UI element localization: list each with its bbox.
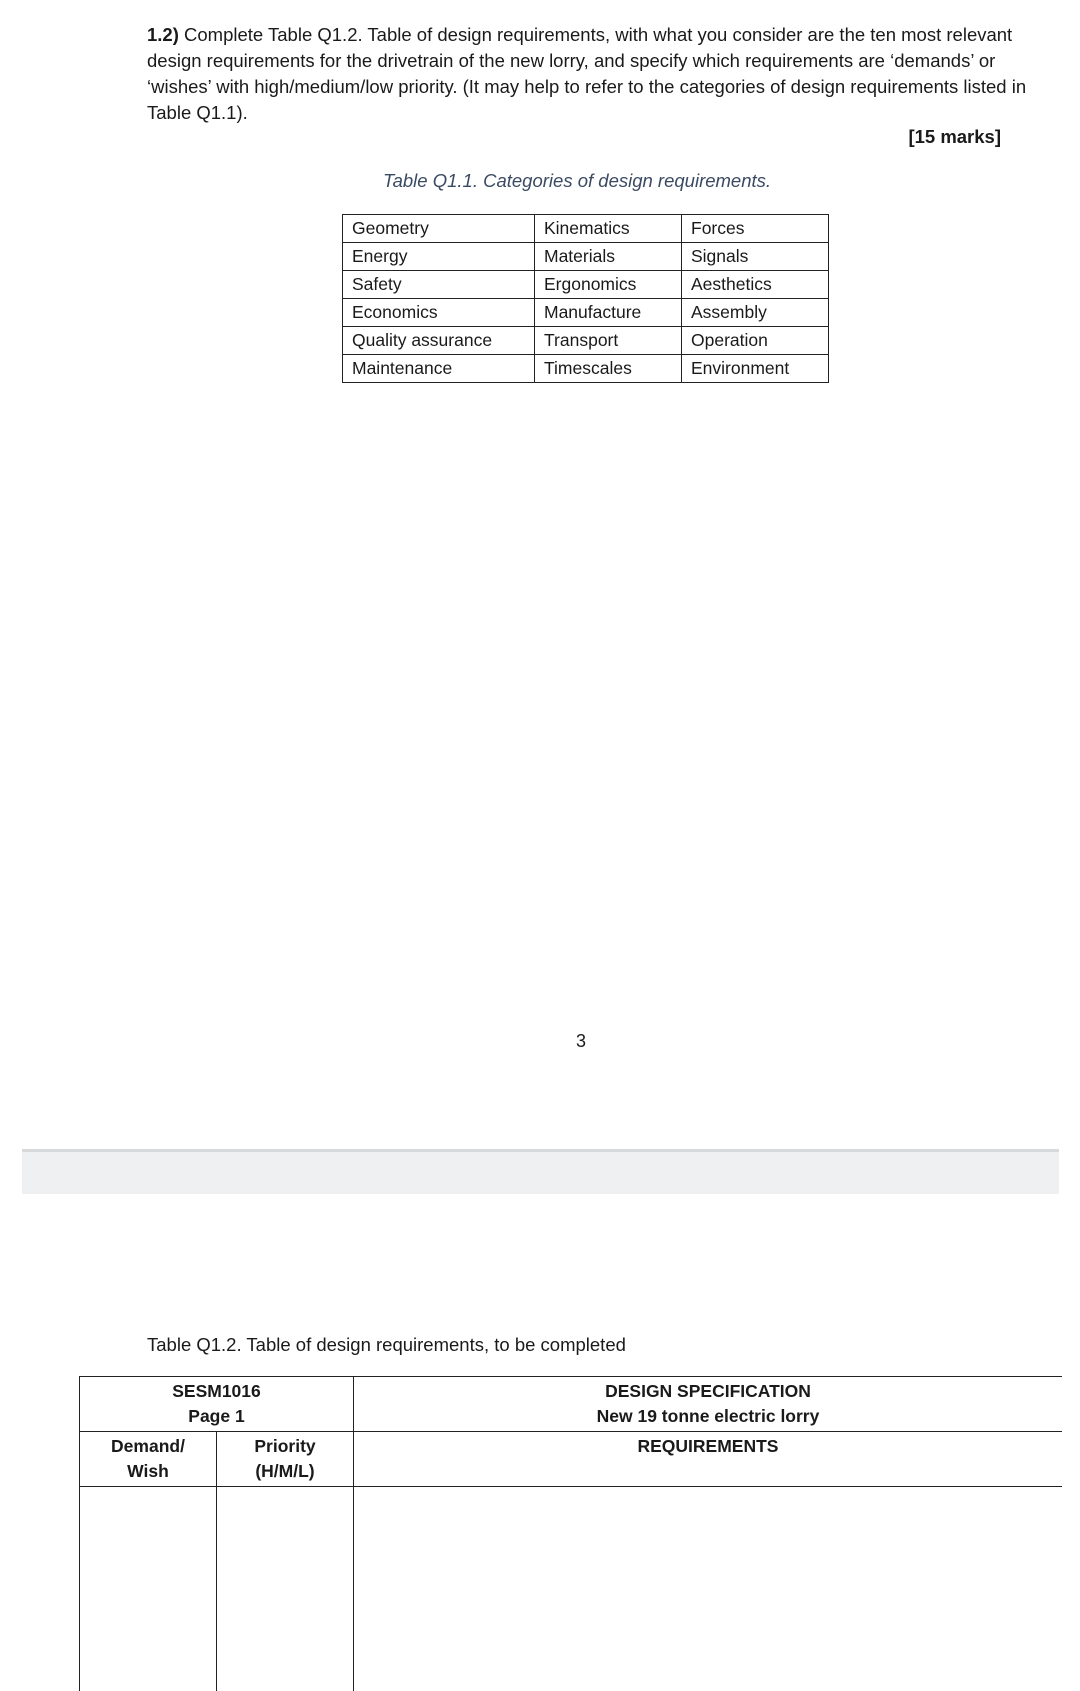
priority-header-line2: (H/M/L) [221,1459,349,1484]
table-cell: Materials [535,243,682,271]
spec-title-cell [354,1377,1063,1432]
table-row [343,243,829,271]
table-row [343,271,829,299]
table-row [343,215,829,243]
table-cell: Ergonomics [535,271,682,299]
table-cell: Manufacture [535,299,682,327]
column-header-row [80,1432,1063,1487]
empty-entry-row [80,1487,1063,1691]
priority-header [217,1432,354,1487]
priority-cell[interactable] [217,1487,354,1691]
design-spec-table [79,1376,1062,1691]
table-cell: Signals [682,243,829,271]
table-cell: Environment [682,355,829,383]
table-cell: Assembly [682,299,829,327]
table-cell: Quality assurance [343,327,535,355]
table-cell: Transport [535,327,682,355]
demand-header-line1: Demand/ [84,1434,212,1459]
table-cell: Energy [343,243,535,271]
course-code: SESM1016 [84,1379,349,1404]
table-q1-2-caption: Table Q1.2. Table of design requirements, to be completed [147,1334,626,1356]
demand-wish-header [80,1432,217,1487]
question-number: 1.2) [147,24,179,45]
marks-label: [15 marks] [908,126,1001,148]
table-cell: Safety [343,271,535,299]
page-number: 3 [576,1031,586,1052]
demand-header-line2: Wish [84,1459,212,1484]
page-break-divider [22,1149,1059,1194]
table-q1-1-caption: Table Q1.1. Categories of design requirements. [383,170,771,192]
table-cell: Geometry [343,215,535,243]
table-cell: Forces [682,215,829,243]
table-row [343,327,829,355]
table-cell: Timescales [535,355,682,383]
course-cell [80,1377,354,1432]
question-body: Complete Table Q1.2. Table of design requirements, with what you consider are the ten most relevant design requirements for the drivetrain of the new lorry, and specify which requirements are ‘demands’ or ‘wishes’ with high/medium/low priority. (It may help to refer to the categories of design requirements listed in Table Q1.1). [147,24,1026,123]
categories-table [342,214,829,383]
demand-wish-cell[interactable] [80,1487,217,1691]
table-cell: Kinematics [535,215,682,243]
spec-subtitle: New 19 tonne electric lorry [358,1404,1058,1429]
table-row [343,299,829,327]
table-cell: Operation [682,327,829,355]
question-text [147,22,1027,126]
priority-header-line1: Priority [221,1434,349,1459]
table-cell: Maintenance [343,355,535,383]
spec-header-row [80,1377,1063,1432]
requirements-header: REQUIREMENTS [354,1432,1063,1487]
table-cell: Aesthetics [682,271,829,299]
requirements-cell[interactable] [354,1487,1063,1691]
table-cell: Economics [343,299,535,327]
table-row [343,355,829,383]
spec-title: DESIGN SPECIFICATION [358,1379,1058,1404]
page-label: Page 1 [84,1404,349,1429]
